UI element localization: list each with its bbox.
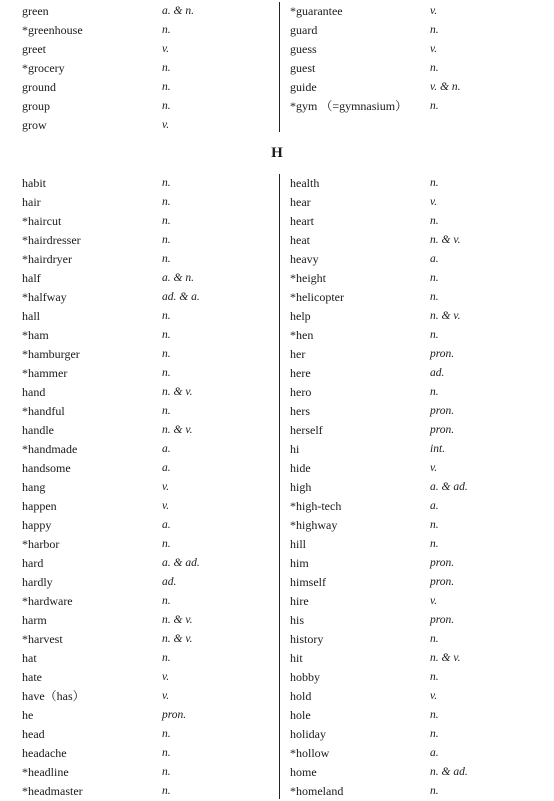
vocab-entry (22, 307, 272, 326)
entry-part-of-speech: n. (430, 519, 439, 531)
entry-part-of-speech: ad. (430, 367, 445, 379)
vocab-entry (22, 59, 272, 78)
entry-word: *haircut (22, 214, 62, 228)
vocab-entry (290, 440, 540, 459)
entry-part-of-speech: a. (430, 253, 439, 265)
vocab-entry (22, 630, 272, 649)
entry-part-of-speech: pron. (430, 557, 455, 569)
vocab-entry (290, 212, 540, 231)
vocab-entry (290, 78, 540, 97)
entry-part-of-speech: pron. (430, 348, 455, 360)
entry-word: headache (22, 746, 67, 760)
h-right-column (290, 174, 540, 801)
entry-part-of-speech: n. & ad. (430, 766, 468, 778)
entry-word: *gym （=gymnasium） (290, 99, 408, 113)
vocab-entry (290, 288, 540, 307)
entry-word: greet (22, 42, 46, 56)
top-column-divider (279, 2, 280, 132)
entry-word: her (290, 347, 306, 361)
entry-word: hero (290, 385, 312, 399)
vocab-entry (22, 725, 272, 744)
entry-part-of-speech: pron. (430, 424, 455, 436)
entry-word: happy (22, 518, 52, 532)
vocab-entry (290, 345, 540, 364)
entry-part-of-speech: n. (430, 177, 439, 189)
vocab-entry (22, 116, 272, 135)
entry-part-of-speech: n. (162, 100, 171, 112)
vocab-entry (290, 231, 540, 250)
entry-word: herself (290, 423, 323, 437)
entry-part-of-speech: n. (430, 291, 439, 303)
entry-word: *helicopter (290, 290, 344, 304)
vocab-entry (290, 573, 540, 592)
entry-word: his (290, 613, 305, 627)
entry-part-of-speech: n. (162, 329, 171, 341)
vocab-entry (22, 478, 272, 497)
entry-part-of-speech: v. (162, 481, 170, 493)
top-word-list (0, 2, 554, 136)
entry-part-of-speech: n. (162, 766, 171, 778)
vocab-entry (290, 2, 540, 21)
vocab-entry (22, 2, 272, 21)
vocab-entry (290, 554, 540, 573)
entry-part-of-speech: n. (162, 747, 171, 759)
entry-part-of-speech: a. (430, 500, 439, 512)
entry-part-of-speech: v. (430, 690, 438, 702)
vocab-entry (22, 345, 272, 364)
vocab-entry (290, 364, 540, 383)
vocab-entry (290, 326, 540, 345)
vocab-entry (22, 763, 272, 782)
entry-word: *hardware (22, 594, 73, 608)
entry-word: hers (290, 404, 310, 418)
entry-word: *harbor (22, 537, 60, 551)
entry-word: hide (290, 461, 311, 475)
entry-part-of-speech: n. & v. (162, 386, 193, 398)
entry-part-of-speech: n. (430, 386, 439, 398)
entry-word: hill (290, 537, 307, 551)
vocab-entry (22, 383, 272, 402)
vocab-entry (22, 649, 272, 668)
entry-word: habit (22, 176, 46, 190)
vocab-entry (22, 706, 272, 725)
entry-part-of-speech: n. (430, 329, 439, 341)
vocab-entry (290, 668, 540, 687)
entry-word: *ham (22, 328, 49, 342)
entry-part-of-speech: n. (430, 709, 439, 721)
vocab-entry (290, 97, 540, 116)
entry-part-of-speech: a. & n. (162, 272, 194, 284)
entry-word: guard (290, 23, 318, 37)
entry-word: hardly (22, 575, 53, 589)
entry-word: here (290, 366, 311, 380)
entry-word: heart (290, 214, 314, 228)
vocab-entry (22, 421, 272, 440)
entry-part-of-speech: n. & v. (430, 310, 461, 322)
vocab-entry (290, 478, 540, 497)
vocab-entry (22, 592, 272, 611)
vocab-entry (290, 516, 540, 535)
entry-part-of-speech: n. (430, 24, 439, 36)
entry-part-of-speech: a. & ad. (162, 557, 200, 569)
entry-part-of-speech: n. (162, 348, 171, 360)
entry-word: hole (290, 708, 311, 722)
entry-part-of-speech: v. (162, 690, 170, 702)
entry-part-of-speech: n. (162, 24, 171, 36)
vocab-entry (22, 97, 272, 116)
entry-part-of-speech: n. (430, 671, 439, 683)
entry-part-of-speech: n. (162, 177, 171, 189)
vocab-entry (290, 21, 540, 40)
entry-word: hold (290, 689, 312, 703)
entry-word: *headmaster (22, 784, 83, 798)
entry-word: hall (22, 309, 40, 323)
entry-word: *hairdryer (22, 252, 72, 266)
vocab-entry (22, 193, 272, 212)
entry-word: him (290, 556, 309, 570)
entry-word: *guarantee (290, 4, 343, 18)
entry-part-of-speech: n. (430, 538, 439, 550)
vocab-entry (290, 592, 540, 611)
vocab-entry (22, 174, 272, 193)
entry-part-of-speech: v. (430, 196, 438, 208)
entry-part-of-speech: a. & ad. (430, 481, 468, 493)
vocab-entry (290, 421, 540, 440)
vocab-entry (22, 250, 272, 269)
vocab-entry (22, 668, 272, 687)
entry-word: harm (22, 613, 47, 627)
entry-word: *headline (22, 765, 69, 779)
entry-word: happen (22, 499, 57, 513)
entry-part-of-speech: n. & v. (162, 633, 193, 645)
entry-part-of-speech: n. (162, 81, 171, 93)
vocab-entry (22, 21, 272, 40)
section-heading: H (271, 145, 283, 161)
vocab-entry (290, 459, 540, 478)
top-right-column (290, 2, 540, 116)
entry-word: hair (22, 195, 41, 209)
vocab-entry (290, 383, 540, 402)
entry-part-of-speech: a. (162, 443, 171, 455)
entry-word: *greenhouse (22, 23, 83, 37)
entry-word: guide (290, 80, 317, 94)
vocab-entry (22, 535, 272, 554)
vocab-entry (290, 174, 540, 193)
entry-part-of-speech: n. (162, 785, 171, 797)
h-column-divider (279, 174, 280, 799)
vocab-entry (290, 193, 540, 212)
entry-word: have（has） (22, 689, 85, 703)
vocab-entry (290, 706, 540, 725)
vocab-entry (22, 611, 272, 630)
entry-word: hate (22, 670, 42, 684)
entry-part-of-speech: n. (162, 538, 171, 550)
entry-part-of-speech: v. & n. (430, 81, 461, 93)
entry-part-of-speech: v. (430, 43, 438, 55)
entry-word: guest (290, 61, 316, 75)
entry-part-of-speech: a. (430, 747, 439, 759)
vocab-entry (22, 326, 272, 345)
entry-part-of-speech: n. (430, 633, 439, 645)
entry-part-of-speech: n. (430, 215, 439, 227)
entry-part-of-speech: a. (162, 519, 171, 531)
entry-word: hobby (290, 670, 320, 684)
entry-word: heat (290, 233, 310, 247)
entry-part-of-speech: n. & v. (430, 652, 461, 664)
entry-word: head (22, 727, 45, 741)
vocab-entry (22, 573, 272, 592)
entry-part-of-speech: n. (162, 62, 171, 74)
vocab-entry (22, 782, 272, 801)
entry-part-of-speech: int. (430, 443, 446, 455)
entry-part-of-speech: n. (430, 785, 439, 797)
entry-part-of-speech: n. & v. (162, 424, 193, 436)
vocab-entry (22, 231, 272, 250)
vocab-entry (290, 269, 540, 288)
vocab-entry (22, 459, 272, 478)
entry-part-of-speech: n. (162, 405, 171, 417)
vocab-entry (290, 687, 540, 706)
entry-word: *hen (290, 328, 314, 342)
entry-part-of-speech: n. (162, 367, 171, 379)
entry-word: *hammer (22, 366, 68, 380)
vocab-entry (22, 554, 272, 573)
vocab-entry (22, 212, 272, 231)
entry-part-of-speech: pron. (430, 405, 455, 417)
vocab-entry (22, 364, 272, 383)
entry-part-of-speech: v. (430, 462, 438, 474)
entry-part-of-speech: n. (162, 595, 171, 607)
vocab-entry (22, 687, 272, 706)
entry-part-of-speech: a. (162, 462, 171, 474)
entry-word: *hamburger (22, 347, 80, 361)
entry-word: guess (290, 42, 317, 56)
entry-word: *height (290, 271, 326, 285)
vocab-entry (290, 40, 540, 59)
vocab-entry (290, 250, 540, 269)
entry-word: holiday (290, 727, 326, 741)
vocab-entry (290, 744, 540, 763)
entry-part-of-speech: n. (162, 310, 171, 322)
entry-word: himself (290, 575, 326, 589)
vocab-entry (290, 402, 540, 421)
entry-word: hi (290, 442, 300, 456)
vocab-entry (290, 782, 540, 801)
entry-part-of-speech: n. (430, 728, 439, 740)
vocab-entry (22, 269, 272, 288)
entry-word: he (22, 708, 34, 722)
entry-part-of-speech: n. (430, 100, 439, 112)
entry-part-of-speech: ad. & a. (162, 291, 200, 303)
entry-word: history (290, 632, 324, 646)
vocab-entry (290, 497, 540, 516)
entry-part-of-speech: pron. (430, 576, 455, 588)
entry-word: green (22, 4, 49, 18)
entry-word: half (22, 271, 41, 285)
entry-word: home (290, 765, 317, 779)
vocab-entry (22, 516, 272, 535)
entry-part-of-speech: pron. (430, 614, 455, 626)
entry-word: *hollow (290, 746, 330, 760)
entry-word: handsome (22, 461, 71, 475)
entry-part-of-speech: v. (430, 595, 438, 607)
entry-word: *halfway (22, 290, 67, 304)
vocab-entry (22, 288, 272, 307)
vocab-entry (290, 763, 540, 782)
entry-part-of-speech: v. (162, 43, 170, 55)
entry-word: hat (22, 651, 37, 665)
entry-word: *grocery (22, 61, 65, 75)
vocab-entry (22, 402, 272, 421)
entry-word: hit (290, 651, 303, 665)
entry-word: *highway (290, 518, 338, 532)
vocab-entry (22, 497, 272, 516)
vocab-entry (22, 744, 272, 763)
entry-word: hear (290, 195, 311, 209)
entry-word: grow (22, 118, 47, 132)
entry-word: help (290, 309, 311, 323)
entry-word: *handful (22, 404, 65, 418)
entry-word: heavy (290, 252, 319, 266)
entry-part-of-speech: n. (430, 272, 439, 284)
entry-word: *high-tech (290, 499, 342, 513)
vocab-entry (290, 535, 540, 554)
vocab-entry (290, 611, 540, 630)
entry-part-of-speech: n. (162, 196, 171, 208)
entry-word: hand (22, 385, 46, 399)
entry-part-of-speech: pron. (162, 709, 187, 721)
entry-word: ground (22, 80, 56, 94)
entry-word: group (22, 99, 50, 113)
entry-word: *hairdresser (22, 233, 81, 247)
entry-part-of-speech: a. & n. (162, 5, 194, 17)
vocab-entry (290, 630, 540, 649)
entry-word: *harvest (22, 632, 63, 646)
h-word-list (0, 174, 554, 799)
entry-word: health (290, 176, 320, 190)
entry-word: hire (290, 594, 309, 608)
vocab-entry (290, 725, 540, 744)
entry-part-of-speech: v. (162, 671, 170, 683)
entry-word: high (290, 480, 312, 494)
entry-word: *handmade (22, 442, 78, 456)
entry-word: handle (22, 423, 54, 437)
h-left-column (22, 174, 272, 801)
entry-part-of-speech: n. (162, 234, 171, 246)
vocab-entry (290, 307, 540, 326)
entry-part-of-speech: n. (162, 215, 171, 227)
entry-part-of-speech: n. & v. (430, 234, 461, 246)
vocab-entry (22, 440, 272, 459)
entry-part-of-speech: n. & v. (162, 614, 193, 626)
entry-part-of-speech: n. (162, 652, 171, 664)
entry-word: *homeland (290, 784, 344, 798)
vocab-entry (290, 649, 540, 668)
entry-part-of-speech: v. (162, 500, 170, 512)
entry-part-of-speech: ad. (162, 576, 177, 588)
entry-part-of-speech: n. (430, 62, 439, 74)
entry-part-of-speech: n. (162, 253, 171, 265)
vocab-entry (22, 78, 272, 97)
entry-part-of-speech: v. (162, 119, 170, 131)
vocab-entry (22, 40, 272, 59)
entry-word: hard (22, 556, 44, 570)
top-left-column (22, 2, 272, 135)
vocab-entry (290, 59, 540, 78)
entry-part-of-speech: n. (162, 728, 171, 740)
entry-word: hang (22, 480, 46, 494)
entry-part-of-speech: v. (430, 5, 438, 17)
